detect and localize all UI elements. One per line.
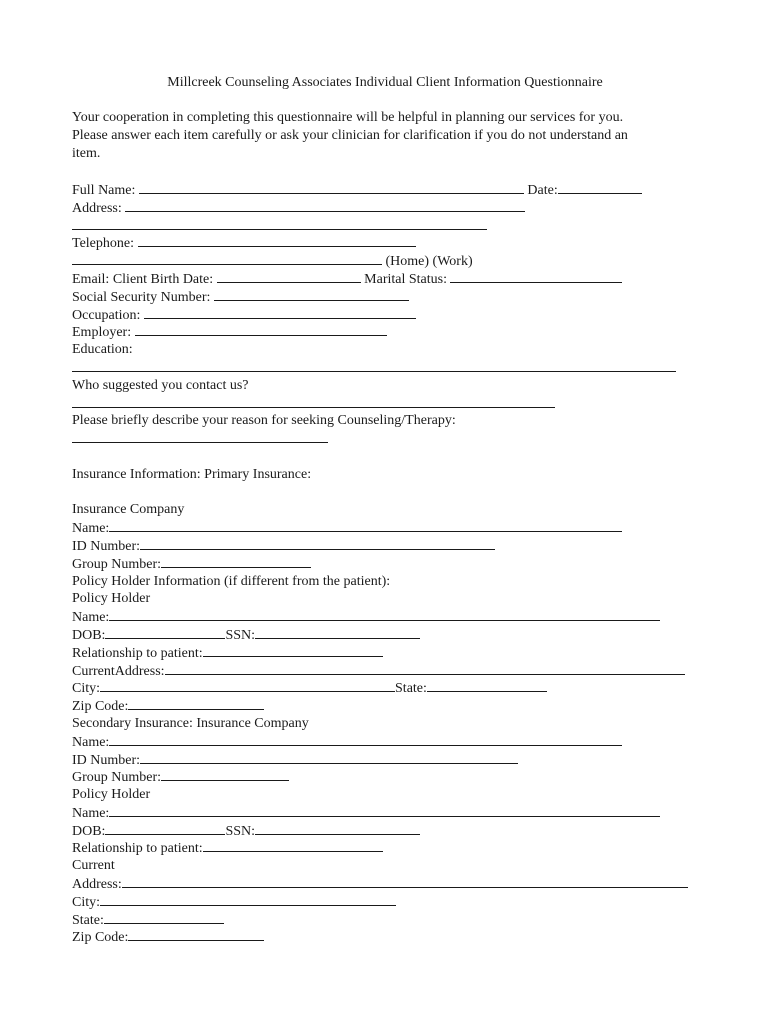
- ph-name-field[interactable]: [109, 608, 660, 621]
- ph-ssn-field[interactable]: [255, 626, 420, 639]
- full-name-row: [72, 181, 712, 199]
- secondary-city-field[interactable]: [100, 893, 396, 906]
- intro-line: item.: [72, 146, 101, 161]
- ph-dob-ssn-row: [72, 626, 712, 644]
- secondary-id-row: [72, 751, 712, 769]
- education-line-row: [72, 359, 712, 377]
- client-form: [72, 181, 712, 946]
- ssn-row: [72, 288, 712, 306]
- secondary-group-field[interactable]: [161, 768, 289, 781]
- secondary-ph-name-row: [72, 804, 712, 822]
- secondary-id-label: ID Number:: [72, 752, 141, 768]
- ph-dob-field[interactable]: [105, 626, 225, 639]
- secondary-ph-name-field[interactable]: [109, 804, 660, 817]
- secondary-state-field[interactable]: [104, 911, 224, 924]
- ph-dob-label: DOB:: [72, 627, 106, 643]
- secondary-zip-row: [72, 928, 712, 946]
- marital-status-field[interactable]: [450, 270, 622, 283]
- reason-label: Please briefly describe your reason for seeking Counseling/Therapy:: [72, 413, 456, 429]
- who-suggested-line-row: [72, 395, 712, 413]
- occupation-field[interactable]: [144, 306, 416, 319]
- secondary-zip-label: Zip Code:: [72, 930, 129, 946]
- telephone-line-2-field[interactable]: [72, 252, 382, 265]
- secondary-dob-label: DOB:: [72, 823, 106, 839]
- secondary-zip-field[interactable]: [128, 928, 264, 941]
- marital-status-label: Marital Status:: [364, 271, 447, 287]
- primary-group-label: Group Number:: [72, 556, 162, 572]
- primary-group-field[interactable]: [161, 555, 311, 568]
- employer-field[interactable]: [135, 323, 387, 336]
- birth-date-field[interactable]: [217, 270, 361, 283]
- secondary-relationship-row: [72, 839, 712, 857]
- ph-city-state-row: [72, 679, 712, 697]
- occupation-row: [72, 306, 712, 324]
- telephone-field[interactable]: [138, 234, 416, 247]
- occupation-label: Occupation:: [72, 307, 141, 323]
- secondary-city-label: City:: [72, 894, 101, 910]
- primary-company-row: [72, 501, 712, 519]
- ph-ssn-label: SSN:: [225, 627, 256, 643]
- intro-paragraph: [72, 109, 692, 163]
- address-label: Address:: [72, 200, 122, 216]
- ph-zip-label: Zip Code:: [72, 699, 129, 715]
- ph-zip-field[interactable]: [128, 697, 264, 710]
- secondary-name-row: [72, 733, 712, 751]
- ph-address-row: [72, 662, 712, 680]
- secondary-relationship-field[interactable]: [203, 839, 383, 852]
- policy-holder-label: Policy Holder: [72, 591, 151, 607]
- who-suggested-row: [72, 377, 712, 395]
- policy-info-label: Policy Holder Information (if different from the patient):: [72, 573, 391, 589]
- secondary-ssn-field[interactable]: [255, 822, 420, 835]
- primary-id-field[interactable]: [140, 537, 495, 550]
- secondary-dob-field[interactable]: [105, 822, 225, 835]
- secondary-group-label: Group Number:: [72, 770, 162, 786]
- telephone-label: Telephone:: [72, 236, 134, 252]
- secondary-city-row: [72, 893, 712, 911]
- secondary-id-field[interactable]: [140, 751, 518, 764]
- primary-name-label: Name:: [72, 521, 110, 537]
- date-field[interactable]: [558, 181, 642, 194]
- address-line-2-row: [72, 217, 712, 235]
- telephone-row: [72, 234, 712, 252]
- insurance-header-row: [72, 466, 712, 484]
- address-row: [72, 199, 712, 217]
- secondary-header-row: [72, 715, 712, 733]
- primary-company-label: Insurance Company: [72, 502, 185, 518]
- reason-field[interactable]: [72, 430, 328, 443]
- ph-zip-row: [72, 697, 712, 715]
- telephone-line-2-row: [72, 252, 712, 270]
- ph-address-field[interactable]: [165, 662, 685, 675]
- secondary-address-label: Address:: [72, 877, 122, 893]
- spacer: [72, 484, 712, 502]
- secondary-current-label: Current: [72, 858, 115, 874]
- ph-address-label: CurrentAddress:: [72, 663, 165, 679]
- secondary-name-field[interactable]: [109, 733, 622, 746]
- primary-id-row: [72, 537, 712, 555]
- ph-relationship-field[interactable]: [203, 644, 383, 657]
- secondary-state-row: [72, 911, 712, 929]
- policy-info-row: [72, 573, 712, 591]
- employer-row: [72, 323, 712, 341]
- secondary-relationship-label: Relationship to patient:: [72, 841, 203, 857]
- secondary-current-row: [72, 857, 712, 875]
- ph-relationship-label: Relationship to patient:: [72, 645, 203, 661]
- intro-line: Please answer each item carefully or ask your clinician for clarification if you do not understand an: [72, 128, 628, 143]
- ph-state-label: State:: [395, 681, 427, 697]
- ssn-field[interactable]: [214, 288, 409, 301]
- secondary-group-row: [72, 768, 712, 786]
- address-field[interactable]: [125, 199, 525, 212]
- document-title: Millcreek Counseling Associates Individual Client Information Questionnaire: [167, 75, 603, 90]
- home-work-label: (Home) (Work): [385, 254, 473, 270]
- employer-label: Employer:: [72, 325, 132, 341]
- education-label: Education:: [72, 342, 133, 358]
- reason-line-row: [72, 430, 712, 448]
- spacer: [72, 448, 712, 466]
- email-birth-label: Email: Client Birth Date:: [72, 271, 214, 287]
- secondary-name-label: Name:: [72, 734, 110, 750]
- secondary-state-label: State:: [72, 912, 104, 928]
- primary-name-row: [72, 519, 712, 537]
- secondary-header: Secondary Insurance: Insurance Company: [72, 715, 309, 731]
- ph-name-label: Name:: [72, 610, 110, 626]
- secondary-address-row: [72, 875, 712, 893]
- who-suggested-label: Who suggested you contact us?: [72, 377, 249, 393]
- date-label: Date:: [527, 183, 558, 198]
- secondary-address-field[interactable]: [122, 875, 688, 888]
- ssn-label: Social Security Number:: [72, 289, 211, 305]
- who-suggested-field[interactable]: [72, 395, 555, 408]
- ph-name-row: [72, 608, 712, 626]
- secondary-dob-ssn-row: [72, 822, 712, 840]
- primary-id-label: ID Number:: [72, 538, 141, 554]
- secondary-ph-name-label: Name:: [72, 805, 110, 821]
- policy-holder-row: [72, 590, 712, 608]
- address-line-2-field[interactable]: [72, 217, 487, 230]
- secondary-policy-holder-label: Policy Holder: [72, 787, 151, 803]
- intro-line: Your cooperation in completing this questionnaire will be helpful in planning our services for you.: [72, 110, 624, 125]
- reason-row: [72, 412, 712, 430]
- full-name-label: Full Name:: [72, 183, 136, 198]
- ph-city-field[interactable]: [100, 679, 395, 692]
- ph-relationship-row: [72, 644, 712, 662]
- primary-name-field[interactable]: [109, 519, 622, 532]
- secondary-ssn-label: SSN:: [225, 823, 256, 839]
- full-name-field[interactable]: [139, 181, 524, 194]
- ph-city-label: City:: [72, 681, 101, 697]
- primary-group-row: [72, 555, 712, 573]
- secondary-policy-holder-row: [72, 786, 712, 804]
- education-row: [72, 341, 712, 359]
- ph-state-field[interactable]: [427, 679, 547, 692]
- education-field[interactable]: [72, 359, 676, 372]
- insurance-header: Insurance Information: Primary Insurance:: [72, 466, 312, 482]
- email-birth-row: [72, 270, 712, 288]
